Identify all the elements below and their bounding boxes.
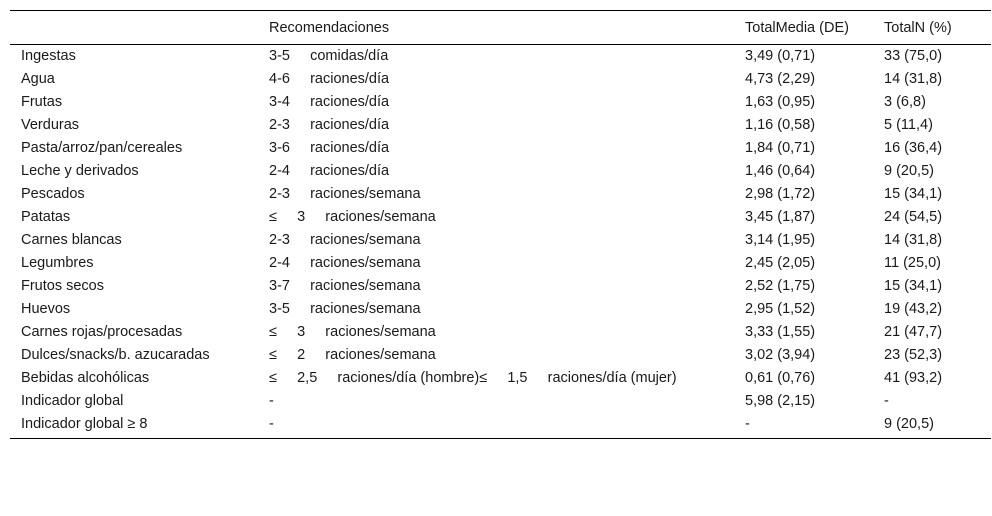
table-row: [10, 183, 991, 206]
row-label: Indicador global ≥ 8: [10, 413, 269, 439]
row-recommendation: 2-4 raciones/semana: [269, 255, 421, 271]
row-label: Bebidas alcohólicas: [21, 370, 150, 386]
row-total-media: 1,46 (0,64): [745, 163, 816, 179]
table-row: [10, 160, 991, 183]
row-total-n: 9 (20,5): [884, 413, 991, 439]
header-empty: [10, 11, 269, 45]
row-label: Carnes rojas/procesadas: [21, 324, 183, 340]
nutrition-recommendations-table: [10, 10, 991, 439]
row-total-media: 1,16 (0,58): [745, 117, 816, 133]
row-total-n: 15 (34,1): [884, 278, 943, 294]
row-label: Leche y derivados: [21, 163, 139, 179]
row-recommendation: 2-3 raciones/semana: [269, 232, 421, 248]
row-recommendation: -: [269, 413, 745, 439]
row-total-media: 4,73 (2,29): [745, 71, 816, 87]
row-total-n: 16 (36,4): [884, 140, 943, 156]
row-total-media: 5,98 (2,15): [745, 393, 816, 409]
nutrition-table-container: [10, 10, 980, 439]
row-recommendation: ≤ 2 raciones/semana: [269, 347, 436, 363]
row-total-media: 3,49 (0,71): [745, 48, 816, 64]
row-recommendation: 3-6 raciones/día: [269, 140, 390, 156]
table-row: [10, 367, 991, 390]
row-total-n: 15 (34,1): [884, 186, 943, 202]
header-row: [10, 11, 991, 45]
row-recommendation: ≤ 3 raciones/semana: [269, 209, 436, 225]
row-total-n: 24 (54,5): [884, 209, 943, 225]
row-recommendation: 2-4 raciones/día: [269, 163, 390, 179]
row-total-media: 3,02 (3,94): [745, 347, 816, 363]
row-label: Ingestas: [21, 48, 76, 64]
table-row: [10, 298, 991, 321]
row-label: Agua: [21, 71, 55, 87]
row-recommendation: ≤ 3 raciones/semana: [269, 324, 436, 340]
row-recommendation: 3-5 raciones/semana: [269, 301, 421, 317]
row-label: Huevos: [21, 301, 71, 317]
row-total-n: 11 (25,0): [884, 255, 941, 271]
row-total-media: 2,45 (2,05): [745, 255, 816, 271]
table-row: [10, 344, 991, 367]
row-recommendation: 2-3 raciones/semana: [269, 186, 421, 202]
row-recommendation: -: [269, 393, 274, 409]
row-total-n: 41 (93,2): [884, 370, 943, 386]
row-label: Legumbres: [21, 255, 94, 271]
table-row: [10, 252, 991, 275]
row-label: Indicador global: [21, 393, 124, 409]
table-row: [10, 229, 991, 252]
header-total-media: TotalMedia (DE): [745, 11, 884, 45]
row-total-media: -: [745, 413, 884, 439]
table-header: [10, 11, 991, 45]
row-recommendation: ≤ 2,5 raciones/día (hombre)≤ 1,5 raciones/día (mujer): [269, 370, 677, 386]
row-total-n: 14 (31,8): [884, 71, 943, 87]
table-row: [10, 275, 991, 298]
row-recommendation: 3-5 comidas/día: [269, 48, 389, 64]
row-total-n: 21 (47,7): [884, 324, 943, 340]
row-total-media: 2,52 (1,75): [745, 278, 816, 294]
row-recommendation: 4-6 raciones/día: [269, 71, 390, 87]
row-label: Pescados: [21, 186, 85, 202]
row-total-n: 23 (52,3): [884, 347, 943, 363]
row-total-n: 14 (31,8): [884, 232, 943, 248]
table-row: [10, 390, 991, 413]
table-row: [10, 68, 991, 91]
row-total-media: 2,98 (1,72): [745, 186, 816, 202]
row-label: Pasta/arroz/pan/cereales: [21, 140, 183, 156]
table-row: [10, 321, 991, 344]
row-label: Frutas: [21, 94, 63, 110]
row-recommendation: 2-3 raciones/día: [269, 117, 390, 133]
row-total-media: 3,45 (1,87): [745, 209, 816, 225]
row-total-media: 1,63 (0,95): [745, 94, 816, 110]
table-row: [10, 114, 991, 137]
table-body: [10, 45, 991, 439]
row-total-media: 1,84 (0,71): [745, 140, 816, 156]
row-total-media: 0,61 (0,76): [745, 370, 816, 386]
row-total-n: -: [884, 393, 889, 409]
row-recommendation: 3-4 raciones/día: [269, 94, 390, 110]
header-total-n: TotalN (%): [884, 11, 991, 45]
row-label: Carnes blancas: [21, 232, 122, 248]
row-label: Patatas: [21, 209, 71, 225]
row-total-n: 9 (20,5): [884, 163, 934, 179]
row-label: Frutos secos: [21, 278, 104, 294]
row-total-media: 3,33 (1,55): [745, 324, 816, 340]
row-total-media: 3,14 (1,95): [745, 232, 816, 248]
header-recomendaciones: Recomendaciones: [269, 11, 745, 45]
row-total-n: 5 (11,4): [884, 117, 933, 133]
table-row: [10, 413, 991, 439]
row-total-n: 3 (6,8): [884, 94, 926, 110]
row-recommendation: 3-7 raciones/semana: [269, 278, 421, 294]
row-total-n: 33 (75,0): [884, 48, 943, 64]
row-total-media: 2,95 (1,52): [745, 301, 816, 317]
table-row: [10, 137, 991, 160]
row-label: Verduras: [21, 117, 80, 133]
table-row: [10, 91, 991, 114]
row-label: Dulces/snacks/b. azucaradas: [21, 347, 210, 363]
table-row: [10, 45, 991, 69]
row-total-n: 19 (43,2): [884, 301, 943, 317]
table-row: [10, 206, 991, 229]
